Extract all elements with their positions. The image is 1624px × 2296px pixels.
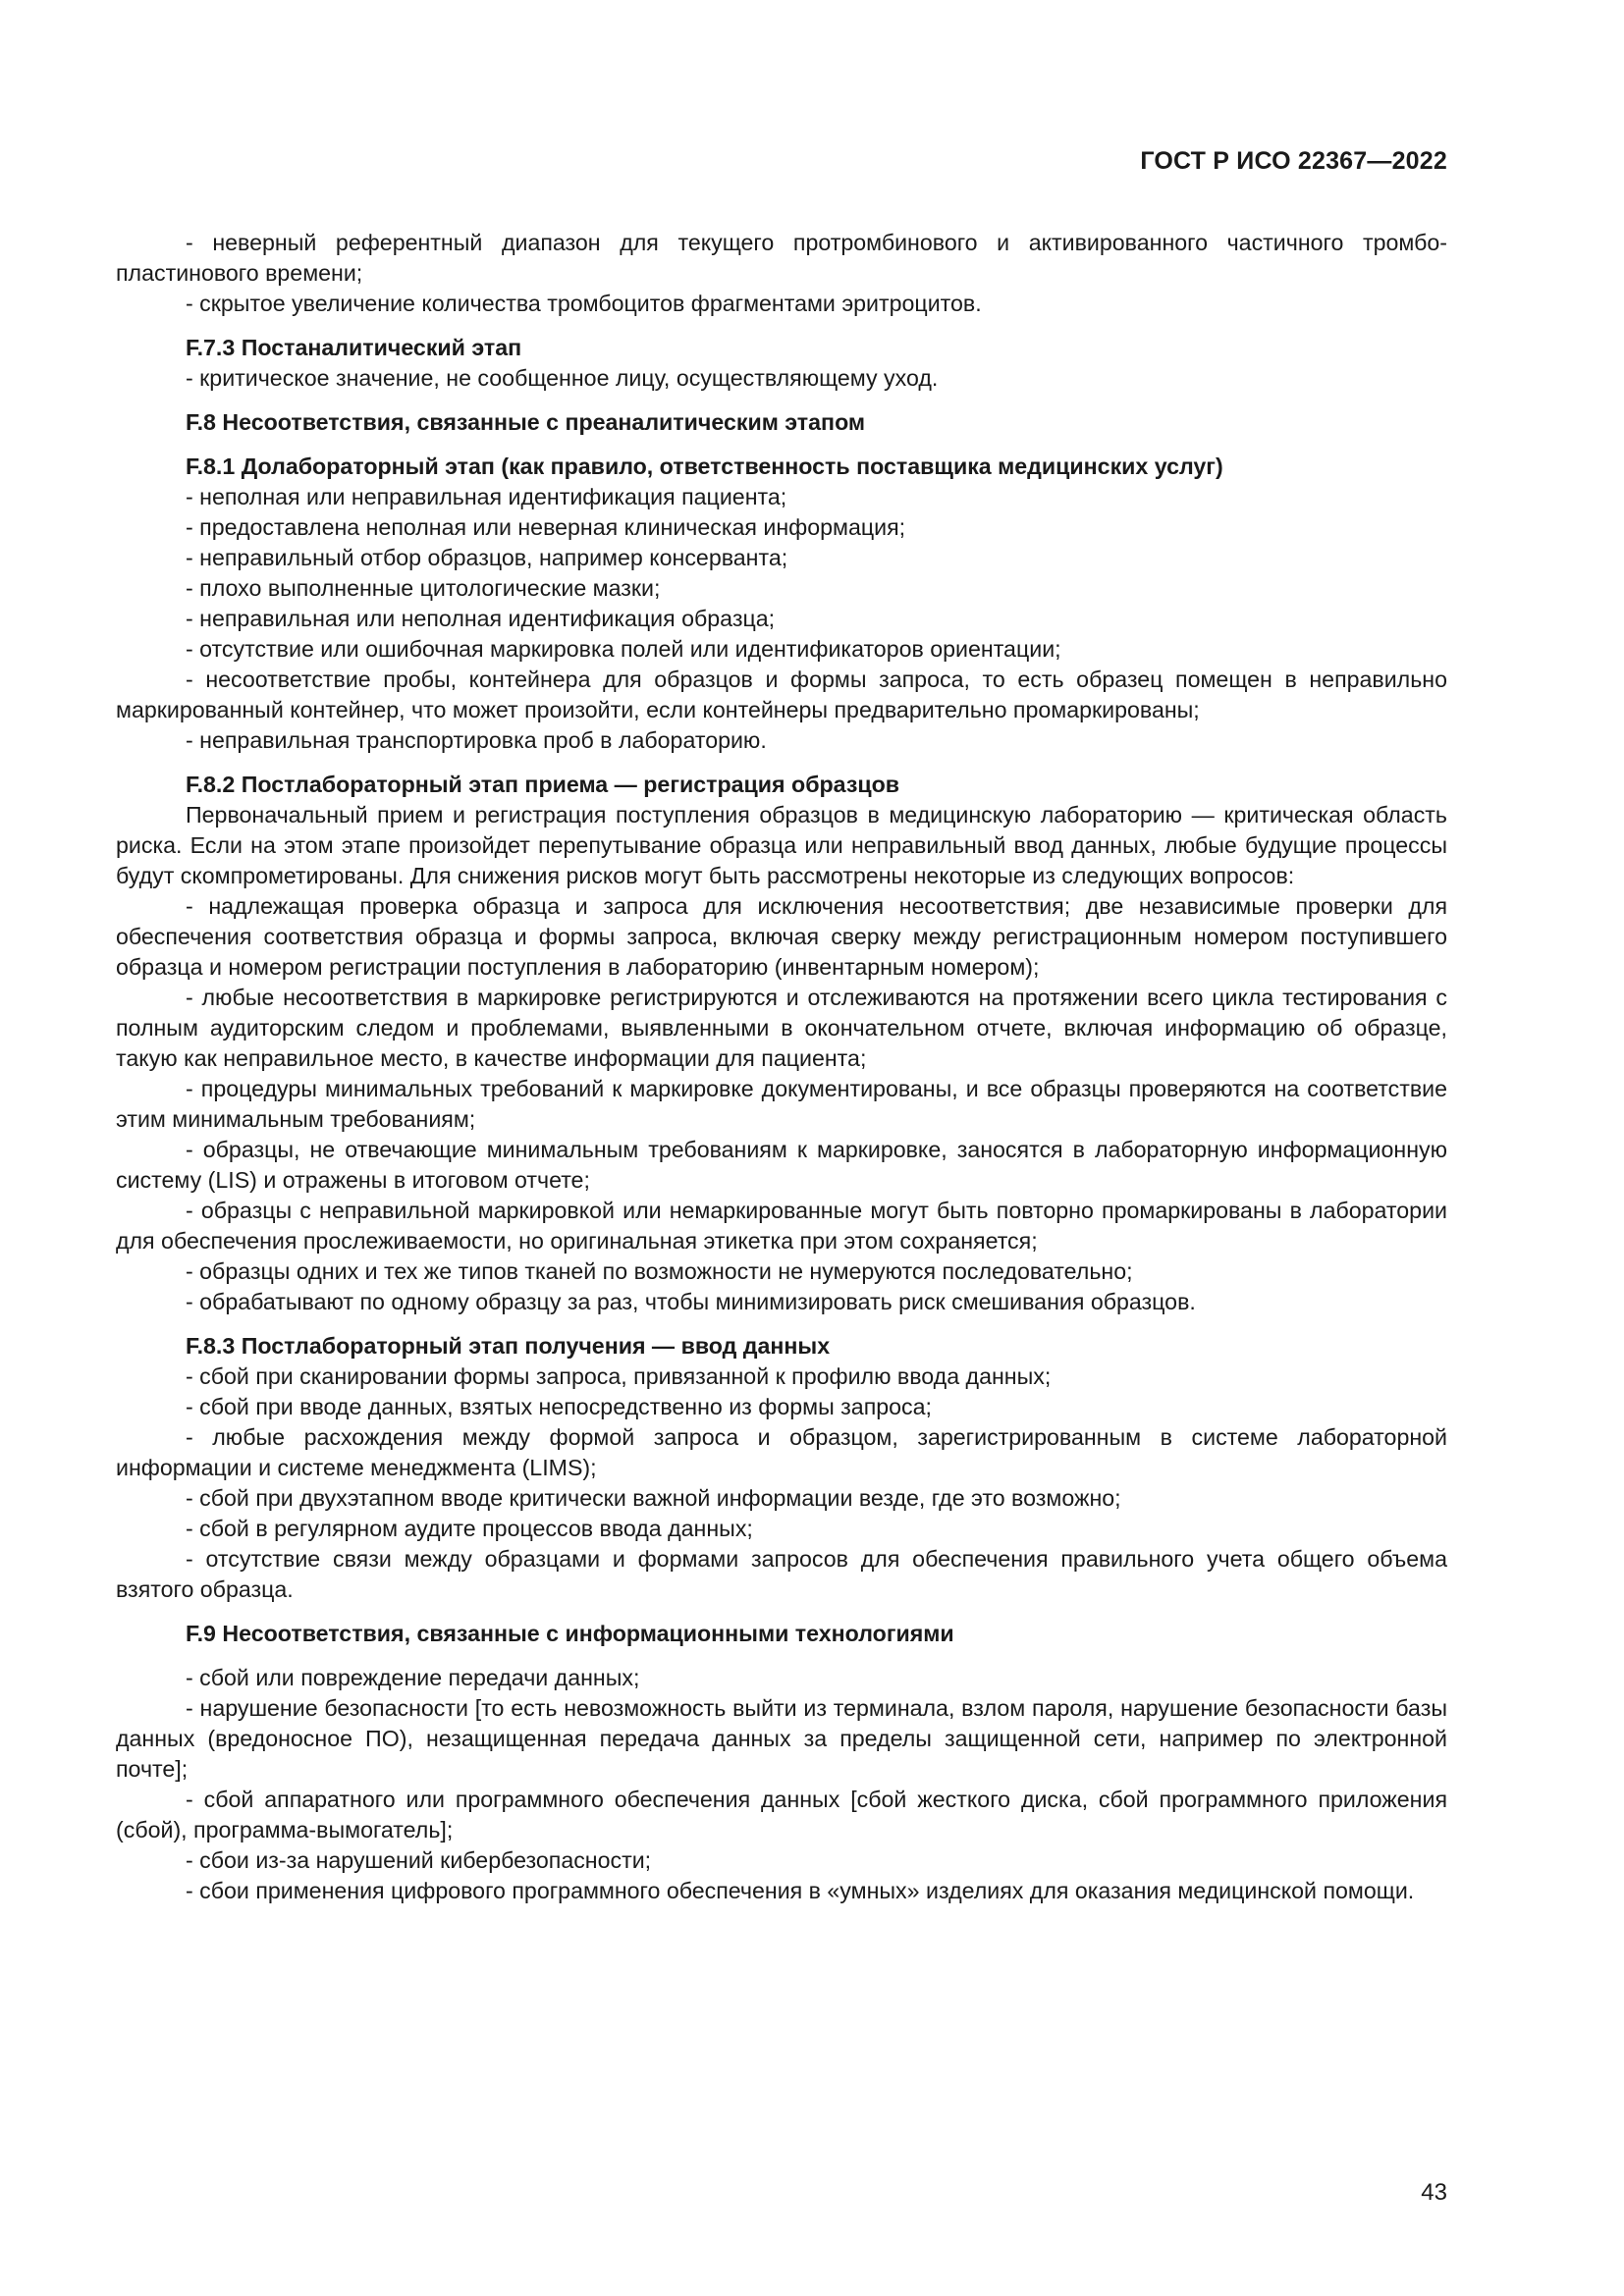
list-item: - сбой при вводе данных, взятых непосредственно из формы запроса; bbox=[186, 1394, 932, 1419]
list-item: - сбой аппаратного или программного обеспечения данных [сбой жесткого диска, сбой программного приложения (сбой), программа-вымогатель]; bbox=[116, 1787, 1447, 1842]
list-item: - плохо выполненные цитологические мазки; bbox=[186, 575, 661, 601]
list-item: - обрабатывают по одному образцу за раз, чтобы минимизировать риск смешивания образцов. bbox=[186, 1289, 1196, 1314]
list-item: - сбои применения цифрового программного обеспечения в «умных» изделиях для оказания медицинской помощи. bbox=[186, 1878, 1415, 1903]
list-item: - образцы с неправильной маркировкой или немаркированные могут быть повторно промаркированы в лаборатории для обеспечения прослеживаемости, но оригинальная этикетка при этом сохраняется; bbox=[116, 1198, 1447, 1254]
document-body bbox=[116, 228, 1447, 1906]
list-item: - неверный референтный диапазон для текущего протромбинового и активированного частичного тромбопластинового времени; bbox=[116, 230, 1447, 286]
section-heading: F.8.1 Долабораторный этап (как правило, ответственность поставщика медицинских услуг) bbox=[186, 454, 1223, 479]
section-heading: F.8.2 Постлабораторный этап приема — регистрация образцов bbox=[186, 772, 900, 797]
list-item: - неправильная или неполная идентификация образца; bbox=[186, 606, 776, 631]
list-item: - любые расхождения между формой запроса и образцом, зарегистрированным в системе лабораторной информации и системе менеджмента (LIMS); bbox=[116, 1424, 1447, 1480]
list-item: - нарушение безопасности [то есть невозможность выйти из терминала, взлом пароля, нарушение безопасности базы данных (вредоносное ПО), незащищенная передача данных за пределы защищенной сети, например по электронной почте]; bbox=[116, 1695, 1447, 1782]
list-item: - неправильная транспортировка проб в лабораторию. bbox=[186, 727, 767, 753]
list-item: - образцы, не отвечающие минимальным требованиям к маркировке, заносятся в лабораторную информационную систему (LIS) и отражены в итоговом отчете; bbox=[116, 1137, 1447, 1193]
section-heading: F.9 Несоответствия, связанные с информационными технологиями bbox=[186, 1621, 954, 1646]
list-item: - процедуры минимальных требований к маркировке документированы, и все образцы проверяются на соответствие этим минимальным требованиям; bbox=[116, 1076, 1447, 1132]
list-item: - несоответствие пробы, контейнера для образцов и формы запроса, то есть образец помещен в неправильно маркированный контейнер, что может произойти, если контейнеры предварительно промаркированы; bbox=[116, 667, 1447, 722]
section-heading: F.8.3 Постлабораторный этап получения — ввод данных bbox=[186, 1333, 831, 1359]
list-item: - сбой при двухэтапном вводе критически важной информации везде, где это возможно; bbox=[186, 1485, 1121, 1511]
list-item: - сбой в регулярном аудите процессов ввода данных; bbox=[186, 1516, 753, 1541]
section-heading: F.8 Несоответствия, связанные с преаналитическим этапом bbox=[186, 409, 866, 435]
page-number: 43 bbox=[1421, 2179, 1447, 2206]
list-item: - образцы одних и тех же типов тканей по возможности не нумеруются последовательно; bbox=[186, 1258, 1133, 1284]
section-heading: F.7.3 Постаналитический этап bbox=[186, 335, 522, 360]
list-item: - скрытое увеличение количества тромбоцитов фрагментами эритроцитов. bbox=[186, 291, 982, 316]
list-item: - критическое значение, не сообщенное лицу, осуществляющему уход. bbox=[186, 365, 939, 391]
list-item: - надлежащая проверка образца и запроса для исключения несоответствия; две независимые проверки для обеспечения соответствия образца и формы запроса, включая сверку между регистрационным номером поступившего образца и номером регистрации поступления в лабораторию (инвентарным номером); bbox=[116, 893, 1447, 980]
list-item: - неполная или неправильная идентификация пациента; bbox=[186, 484, 787, 509]
list-item: - предоставлена неполная или неверная клиническая информация; bbox=[186, 514, 906, 540]
standard-header: ГОСТ Р ИСО 22367—2022 bbox=[1140, 147, 1447, 175]
list-item: - неправильный отбор образцов, например консерванта; bbox=[186, 545, 788, 570]
list-item: - отсутствие связи между образцами и формами запросов для обеспечения правильного учета общего объема взятого образца. bbox=[116, 1546, 1447, 1602]
list-item: - отсутствие или ошибочная маркировка полей или идентификаторов ориентации; bbox=[186, 636, 1061, 662]
list-item: - сбой при сканировании формы запроса, привязанной к профилю ввода данных; bbox=[186, 1363, 1052, 1389]
list-item: - любые несоответствия в маркировке регистрируются и отслеживаются на протяжении всего цикла тестирования с полным аудиторским следом и проблемами, выявленными в окончательном отчете, включая информацию об образце, такую как неправильное место, в качестве информации для пациента; bbox=[116, 985, 1447, 1071]
list-item: - сбой или повреждение передачи данных; bbox=[186, 1665, 640, 1690]
paragraph: Первоначальный прием и регистрация поступления образцов в медицинскую лабораторию — критическая область риска. Если на этом этапе произойдет перепутывание образца или неправильный ввод данных, любые будущие процессы будут скомпрометированы. Для снижения рисков могут быть рассмотрены некоторые из следующих вопросов: bbox=[116, 802, 1447, 888]
list-item: - сбои из-за нарушений кибербезопасности; bbox=[186, 1847, 652, 1873]
